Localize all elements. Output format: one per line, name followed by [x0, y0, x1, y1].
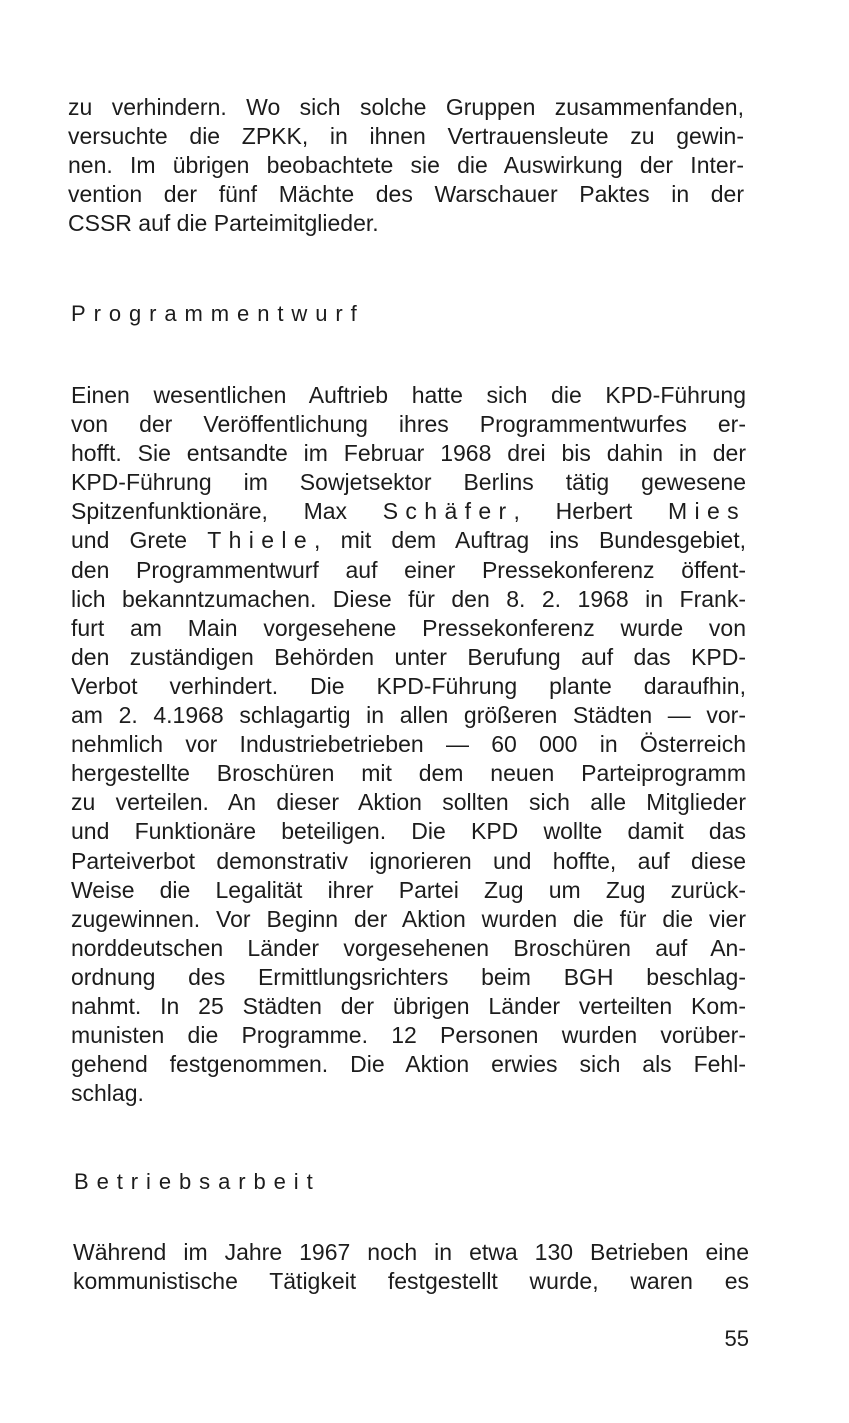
text-line — [71, 526, 746, 555]
text-line: Weise die Legalität ihrer Partei Zug um Zug zurück- — [71, 876, 746, 903]
paragraph-programmentwurf — [71, 381, 746, 1108]
text-line: CSSR auf die Parteimitglieder. — [68, 210, 379, 237]
text-line: zugewinnen. Vor Beginn der Aktion wurden die für die vier — [71, 905, 746, 932]
text-fragment: , Herbert — [513, 498, 668, 525]
section-heading-betriebsarbeit: Betriebsarbeit — [74, 1169, 321, 1194]
text-line: am 2. 4.1968 schlagartig in allen größeren Städten — vor- — [71, 702, 746, 729]
text-line: Während im Jahre 1967 noch in etwa 130 Betrieben eine — [73, 1239, 749, 1265]
text-line: versuchte die ZPKK, in ihnen Vertrauensleute zu gewin- — [68, 123, 744, 150]
text-line: nehmlich vor Industriebetrieben — 60 000 in Österreich — [71, 731, 746, 758]
text-line: den Programmentwurf auf einer Pressekonferenz öffent- — [71, 556, 746, 583]
text-line: zu verhindern. Wo sich solche Gruppen zusammenfanden, — [68, 94, 744, 120]
text-line: schlag. — [71, 1080, 144, 1107]
person-name-schaefer: Schäfer — [382, 498, 514, 525]
section-heading-programmentwurf: Programmentwurf — [71, 301, 365, 326]
text-line: Parteiverbot demonstrativ ignorieren und hoffte, auf diese — [71, 847, 746, 874]
text-line: zu verteilen. An dieser Aktion sollten sich alle Mitglieder — [71, 789, 746, 816]
text-line: norddeutschen Länder vorgesehenen Broschüren auf An- — [71, 934, 746, 961]
text-fragment: , mit dem Auftrag ins Bundesgebiet, — [314, 527, 747, 554]
page-number: 55 — [724, 1326, 749, 1351]
text-fragment: und Grete — [71, 527, 208, 554]
text-line: vention der fünf Mächte des Warschauer Paktes in der — [68, 181, 744, 208]
paragraph-intro — [68, 93, 744, 238]
text-line: kommunistische Tätigkeit festgestellt wurde, waren es — [73, 1268, 749, 1295]
text-fragment: Spitzenfunktionäre, Max — [71, 498, 383, 525]
text-line: furt am Main vorgesehene Pressekonferenz wurde von — [71, 614, 746, 641]
text-line: nen. Im übrigen beobachtete sie die Auswirkung der Inter- — [68, 152, 744, 179]
text-line: KPD-Führung im Sowjetsektor Berlins tätig gewesene — [71, 469, 746, 496]
text-line: von der Veröffentlichung ihres Programmentwurfes er- — [71, 411, 746, 438]
paragraph-betriebsarbeit — [73, 1238, 749, 1296]
text-line: hergestellte Broschüren mit dem neuen Parteiprogramm — [71, 760, 746, 787]
text-line: gehend festgenommen. Die Aktion erwies sich als Fehl- — [71, 1051, 746, 1078]
text-line: lich bekanntzumachen. Diese für den 8. 2. 1968 in Frank- — [71, 585, 746, 612]
text-line: nahmt. In 25 Städten der übrigen Länder verteilten Kom- — [71, 992, 746, 1019]
text-line: munisten die Programme. 12 Personen wurden vorüber- — [71, 1022, 746, 1049]
text-line: ordnung des Ermittlungsrichters beim BGH beschlag- — [71, 963, 746, 990]
text-line — [71, 497, 746, 526]
person-name-mies: Mies — [667, 498, 746, 525]
text-line: und Funktionäre beteiligen. Die KPD wollte damit das — [71, 818, 746, 845]
text-line: Einen wesentlichen Auftrieb hatte sich die KPD-Führung — [71, 382, 746, 408]
person-name-thiele: Thiele — [207, 527, 315, 554]
text-line: Verbot verhindert. Die KPD-Führung plante daraufhin, — [71, 672, 746, 699]
text-line: hofft. Sie entsandte im Februar 1968 drei bis dahin in der — [71, 440, 746, 467]
text-line: den zuständigen Behörden unter Berufung auf das KPD- — [71, 643, 746, 670]
